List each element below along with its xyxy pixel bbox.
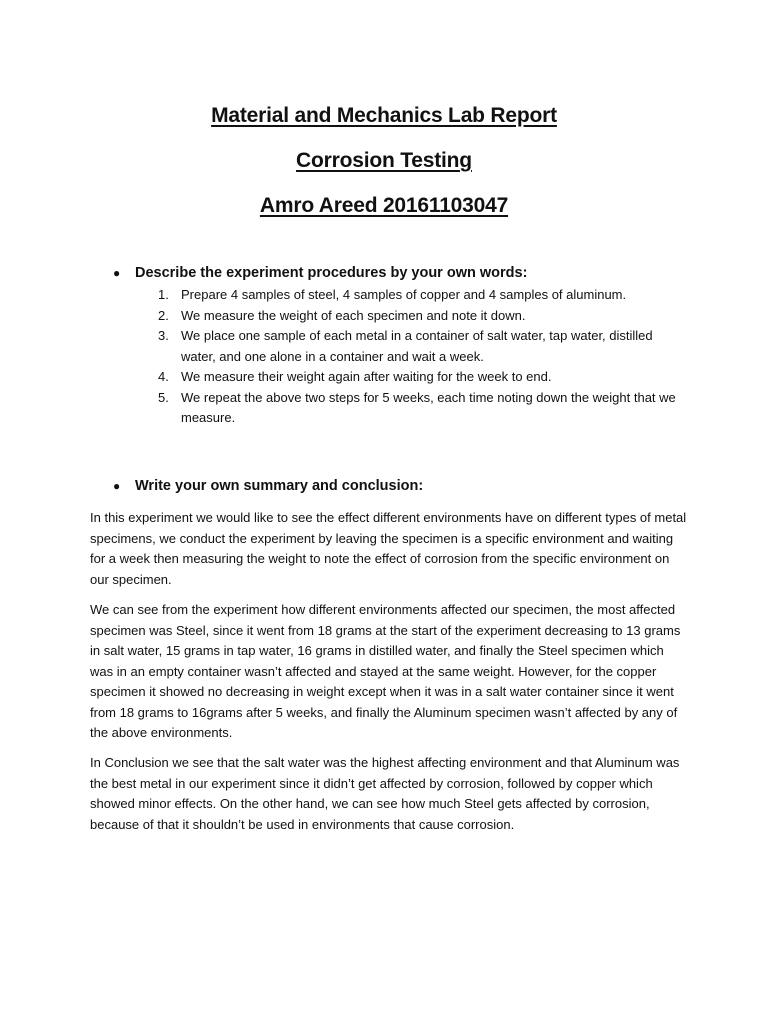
step-text: We repeat the above two steps for 5 weeks, each time noting down the weight that we measure. [181, 389, 676, 425]
report-subtitle: Corrosion Testing [296, 149, 472, 172]
list-item [158, 306, 686, 327]
summary-heading [113, 476, 423, 496]
report-title: Material and Mechanics Lab Report [211, 104, 557, 127]
bullet-icon: ● [113, 266, 121, 280]
list-item [158, 367, 686, 388]
procedures-heading [113, 263, 527, 283]
summary-paragraph-1: In this experiment we would like to see the effect different environments have on different types of metal specimens, we conduct the experiment by leaving the specimen is a specific environment and waiting for a week then measuring the weight to note the effect of corrosion from the specific environment on our specimen. [90, 510, 687, 587]
step-number: 1. [158, 287, 169, 302]
procedure-steps-list [158, 285, 686, 429]
step-text: We place one sample of each metal in a container of salt water, tap water, distilled water, and one alone in a container and wait a week. [181, 328, 653, 364]
step-text: We measure the weight of each specimen and note it down. [181, 307, 526, 323]
step-number: 2. [158, 307, 169, 323]
list-item [158, 388, 686, 429]
summary-paragraph-2: We can see from the experiment how different environments affected our specimen, the most affected specimen was Steel, since it went from 18 grams at the start of the experiment decreasing to 13 grams in salt water, 15 grams in tap water, 16 grams in distilled water, and finally the Steel specimen which was in an empty container wasn’t affected and stayed at the same weight. However, for the copper specimen it showed no decreasing in weight except when it was in a salt water container since it went from 18 grams to 16grams after 5 weeks, and finally the Aluminum specimen wasn’t affected by any of the above environments. [90, 602, 681, 740]
author-line: Amro Areed 20161103047 [259, 194, 509, 217]
step-number: 3. [158, 328, 169, 343]
title-block [0, 93, 768, 228]
bullet-icon: ● [113, 479, 121, 493]
step-number: 4. [158, 369, 169, 384]
step-text: Prepare 4 samples of steel, 4 samples of copper and 4 samples of aluminum. [181, 287, 627, 302]
step-number: 5. [158, 389, 169, 405]
procedures-heading-text: Describe the experiment procedures by your own words: [135, 265, 528, 281]
list-item [158, 326, 686, 367]
step-text: We measure their weight again after waiting for the week to end. [181, 369, 552, 384]
list-item [158, 285, 686, 306]
conclusion-paragraph: In Conclusion we see that the salt water was the highest affecting environment and that Aluminum was the best metal in our experiment since it didn’t get affected by corrosion, followed by copper which showed minor effects. On the other hand, we can see how much Steel gets affected by corrosion, because of that it shouldn’t be used in environments that cause corrosion. [90, 755, 680, 832]
summary-heading-text: Write your own summary and conclusion: [135, 478, 424, 494]
